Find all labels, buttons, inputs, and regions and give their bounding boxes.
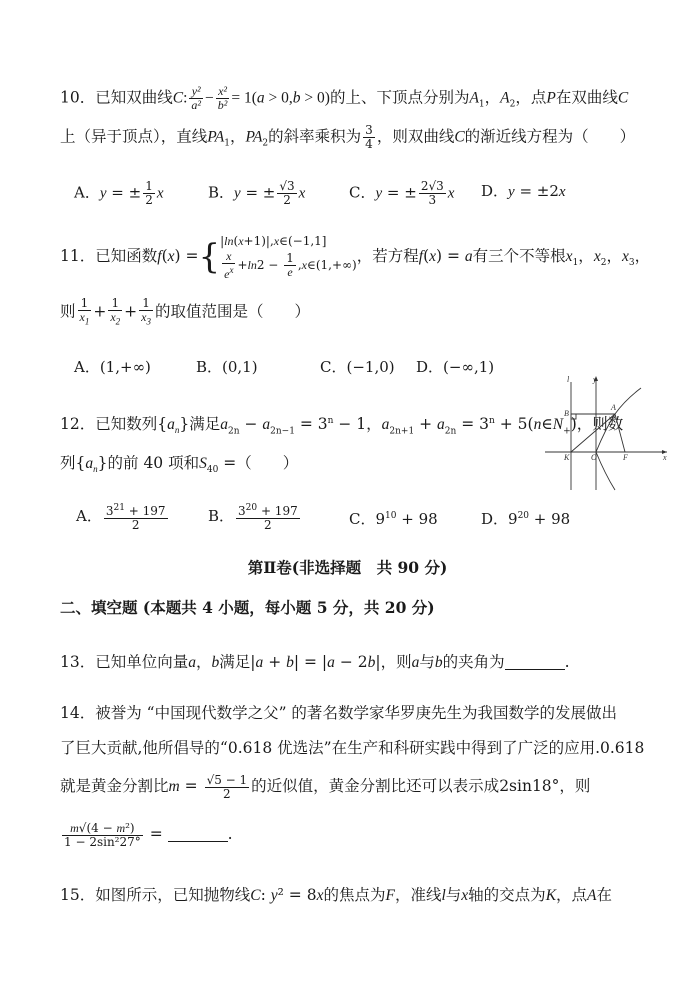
q11-number: 11． — [60, 247, 96, 265]
segment-AF — [615, 414, 625, 452]
q11-option-a[interactable]: A．(1,+∞) — [74, 358, 151, 376]
q12-number: 12． — [60, 415, 96, 434]
label-A: A — [611, 403, 616, 412]
q10-hyperbola-eq: C — [172, 89, 184, 107]
q14-line1: 14．被誉为 “中国现代数学之父” 的著名数学家华罗庚先生为我国数学的发展做出 — [60, 704, 617, 722]
label-K: K — [564, 453, 570, 462]
parabola-figure — [545, 372, 673, 494]
q13-answer-blank[interactable] — [505, 653, 565, 670]
q10-number: 10． — [60, 88, 96, 107]
q12-option-d[interactable]: D．$9^{20} + 98$ — [481, 510, 571, 528]
segment-KA — [571, 414, 615, 452]
label-x: x — [663, 453, 667, 462]
part2-heading: 二、填空题 (本题共 4 小题，每小题 5 分，共 20 分) — [60, 598, 435, 617]
q11-option-b[interactable]: B．(0,1) — [196, 358, 258, 376]
q10-option-c[interactable]: C．y = ± $\frac{2√3}{3}$ x — [349, 179, 455, 207]
q11-option-c[interactable]: C．(−1,0) — [320, 358, 395, 376]
label-B: B — [564, 409, 569, 418]
q12-option-c[interactable]: C．$9^{10} + 98$ — [349, 510, 438, 528]
section-title: 第Ⅱ卷(非选择题 共 90 分) — [247, 558, 448, 577]
q11-option-d[interactable]: D．(−∞,1) — [416, 358, 495, 376]
q13-number: 13． — [60, 653, 96, 671]
q10-line2: 上（异于顶点），直线$PA_1$，$PA_2$的斜率乘积为 $\frac{3}{4}$ ，则双曲线C的渐近线方程为（ ） — [60, 123, 636, 151]
q10-text: 已知双曲线 — [95, 88, 173, 107]
label-O: O — [591, 453, 597, 462]
q10-line1: 10．已知双曲线C: $\frac{\text{y²}}{\text{a²}}$ − $\frac{\text{x²}}{\text{b²}}$ = 1(a > 0,b > 0)的上、下顶点分别为$A_1$，$A_2$，点P在双曲线C — [60, 84, 629, 112]
q15-number: 15． — [60, 886, 96, 904]
q14-answer-blank[interactable] — [168, 825, 228, 842]
q14-number: 14． — [60, 704, 96, 722]
label-F: F — [623, 453, 628, 462]
q12-option-b[interactable]: B． $\frac{3^{20} + 197}{2}$ — [208, 503, 298, 532]
q14-line3: 就是黄金分割比m = $\frac{√5 - 1}{2}$ 的近似值，黄金分割比还可以表示成2sin18°，则 — [60, 772, 591, 801]
q14-line2: 了巨大贡献,他所倡导的“0.618 优选法”在生产和科研实践中得到了广泛的应用.0.618 — [60, 739, 645, 757]
q14-line4: $\frac{\text{m√(4 − m²)}}{\text{1 − 2sin²27°}}$ = . — [64, 820, 233, 849]
q12-line1: 12．已知数列$\{a_n\}$满足$a_{2n} - a_{2n-1} = 3^n - 1$，$a_{2n+1} + a_{2n} = 3^n$ + $5(n\in N_+)$，则数 — [60, 415, 624, 437]
q11-line2: 则 $\frac{1}{x_1}$ + $\frac{1}{x_2}$ + $\frac{1}{x_3}$ 的取值范围是（ ） — [60, 296, 311, 327]
q13-line: 13．已知单位向量a，b满足|a + b| = |a − 2b|，则a与b的夹角为 . — [60, 653, 570, 671]
q15-line1: 15．如图所示，已知抛物线C: y² = 8x的焦点为F，准线l与x轴的交点为K，点A在 — [60, 886, 613, 904]
q12-line2: 列$\{a_n\}$的前 40 项和$S_{40}$ =（ ） — [60, 454, 299, 476]
q11-piecewise: |ln(x+1)|,x∈(−1,1] $\frac{x}{e^x}$ +ln2 − $\frac{1}{e}$ ,x∈(1,+∞) — [220, 234, 357, 281]
label-y: y — [593, 375, 597, 384]
parabola-upper — [596, 388, 641, 452]
q11-line1: 11．已知函数f(x) ={|ln(x+1)|,x∈(−1,1] $\frac{x}{e^x}$ +ln2 − $\frac{1}{e}$ ,x∈(1,+∞)，若方程f(x) = a有三个不等根$x_1$，$x_2$，$x_3$， — [60, 234, 651, 281]
q10-option-a[interactable]: A．y = ± $\frac{1}{2}$ x — [74, 179, 164, 207]
parabola-lower — [596, 452, 615, 490]
q10-option-b[interactable]: B．y = ± $\frac{√3}{2}$ x — [208, 179, 306, 207]
label-l: l — [567, 375, 570, 384]
q10-option-d[interactable]: D．y = ±2x — [481, 182, 566, 200]
q12-option-a[interactable]: A． $\frac{3^{21} + 197}{2}$ — [76, 503, 166, 532]
